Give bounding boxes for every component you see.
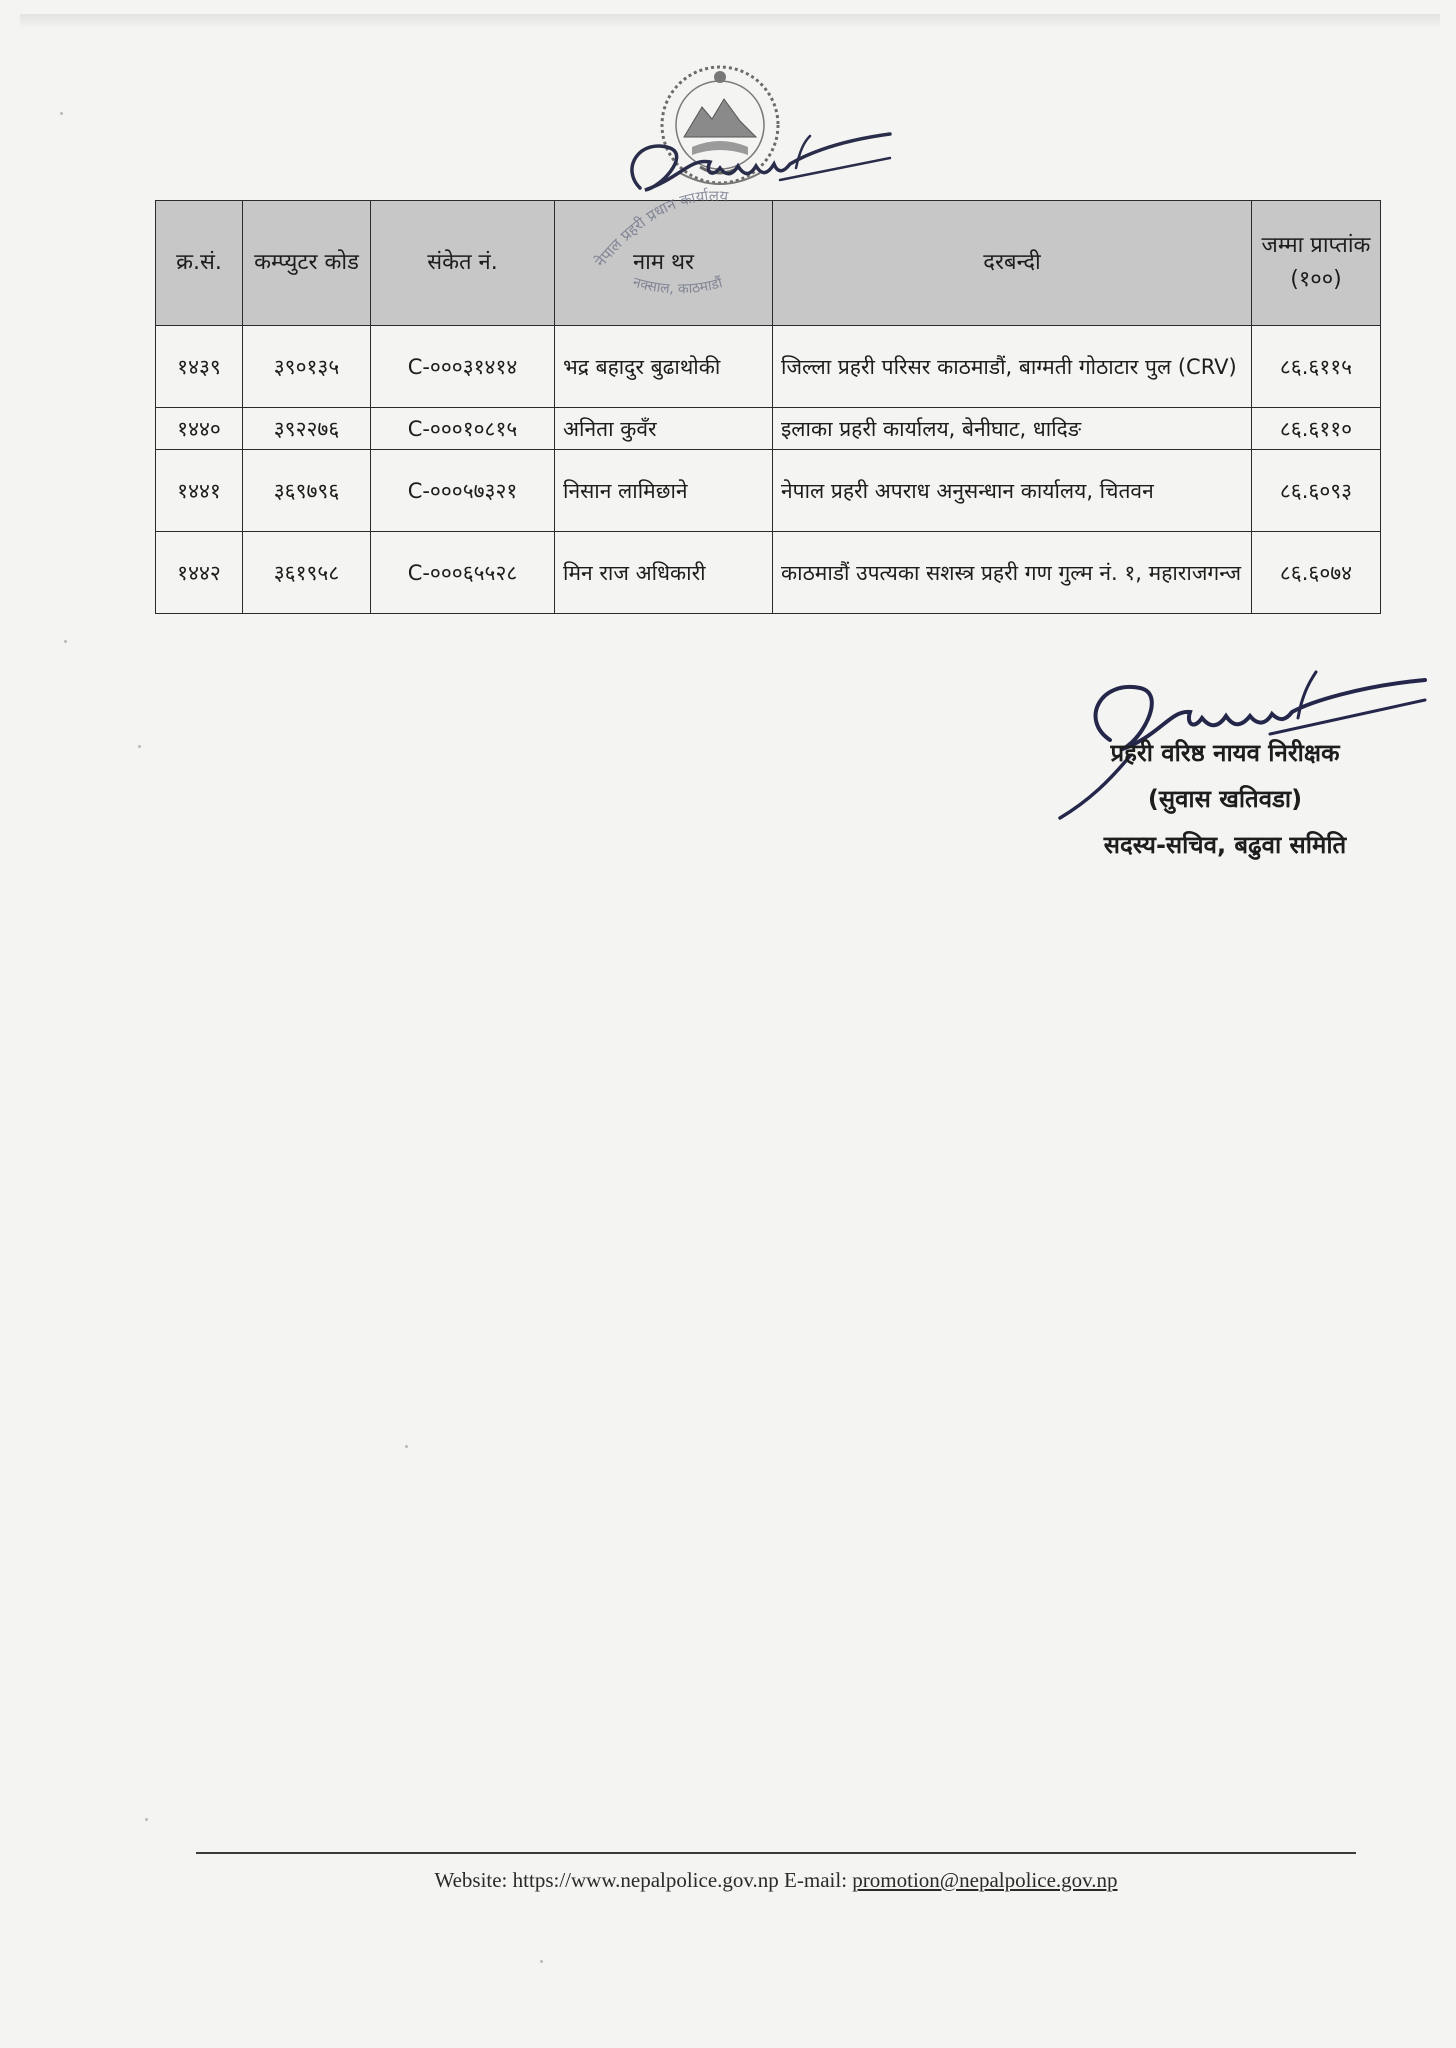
header-posting: दरबन्दी: [773, 201, 1252, 326]
promotion-merit-table: [155, 200, 1381, 614]
cell-computer-code: ३६१९५८: [243, 532, 371, 614]
cell-posting: जिल्ला प्रहरी परिसर काठमाडौं, बाग्मती गोठाटार पुल (CRV): [773, 326, 1252, 408]
cell-total: ८६.६०९३: [1252, 450, 1381, 532]
signatory-role: सदस्य-सचिव, बढुवा समिति: [1103, 831, 1347, 859]
cell-serial: १४४१: [156, 450, 243, 532]
cell-total: ८६.६११०: [1252, 408, 1381, 450]
signatory-block: [1040, 730, 1410, 868]
header-serial: क्र.सं.: [156, 201, 243, 326]
cell-symbol-no: C-०००३१४१४: [371, 326, 555, 408]
cell-symbol-no: C-०००५७३२१: [371, 450, 555, 532]
scan-speck: [64, 640, 67, 643]
cell-computer-code: ३६९७९६: [243, 450, 371, 532]
cell-serial: १४४२: [156, 532, 243, 614]
footer-divider: [196, 1852, 1356, 1854]
stamp-text-bottom: नक्साल, काठमाडौं: [630, 274, 725, 298]
cell-total: ८६.६०७४: [1252, 532, 1381, 614]
cell-serial: १४३९: [156, 326, 243, 408]
footer-website-text: Website: https://www.nepalpolice.gov.np E-mail:: [434, 1868, 853, 1892]
table-row: [156, 450, 1381, 532]
table-header-row: [156, 201, 1381, 326]
signatory-designation: प्रहरी वरिष्ठ नायव निरीक्षक: [1110, 739, 1340, 767]
cell-symbol-no: C-०००१०८१५: [371, 408, 555, 450]
cell-serial: १४४०: [156, 408, 243, 450]
table-row: [156, 408, 1381, 450]
cell-symbol-no: C-०००६५५२८: [371, 532, 555, 614]
cell-total: ८६.६११५: [1252, 326, 1381, 408]
table-row: [156, 532, 1381, 614]
cell-name: निसान लामिछाने: [555, 450, 773, 532]
header-symbol-no: संकेत नं.: [371, 201, 555, 326]
cell-name: अनिता कुवँर: [555, 408, 773, 450]
header-total-marks: जम्मा प्राप्तांक (१००): [1252, 201, 1381, 326]
signature-scribble-top: [600, 128, 900, 208]
scan-speck: [145, 1818, 148, 1821]
scan-edge-shadow: [20, 14, 1440, 28]
scan-speck: [138, 745, 141, 748]
table-row: [156, 326, 1381, 408]
footer: [196, 1868, 1356, 1893]
stamp-text-top: नेपाल प्रहरी प्रधान कार्यालय: [591, 186, 729, 271]
footer-email-link[interactable]: promotion@nepalpolice.gov.np: [852, 1868, 1118, 1892]
signatory-name: (सुवास खतिवडा): [1147, 785, 1303, 813]
cell-name: भद्र बहादुर बुढाथोकी: [555, 326, 773, 408]
scan-speck: [60, 112, 63, 115]
cell-posting: काठमाडौं उपत्यका सशस्त्र प्रहरी गण गुल्म नं. १, महाराजगन्ज: [773, 532, 1252, 614]
cell-computer-code: ३९२२७६: [243, 408, 371, 450]
cell-posting: इलाका प्रहरी कार्यालय, बेनीघाट, धादिङ: [773, 408, 1252, 450]
cell-computer-code: ३९०१३५: [243, 326, 371, 408]
scan-speck: [540, 1960, 543, 1963]
header-computer-code: कम्प्युटर कोड: [243, 201, 371, 326]
cell-name: मिन राज अधिकारी: [555, 532, 773, 614]
cell-posting: नेपाल प्रहरी अपराध अनुसन्धान कार्यालय, चितवन: [773, 450, 1252, 532]
header-name: नाम थर: [555, 201, 773, 326]
scan-speck: [405, 1445, 408, 1448]
